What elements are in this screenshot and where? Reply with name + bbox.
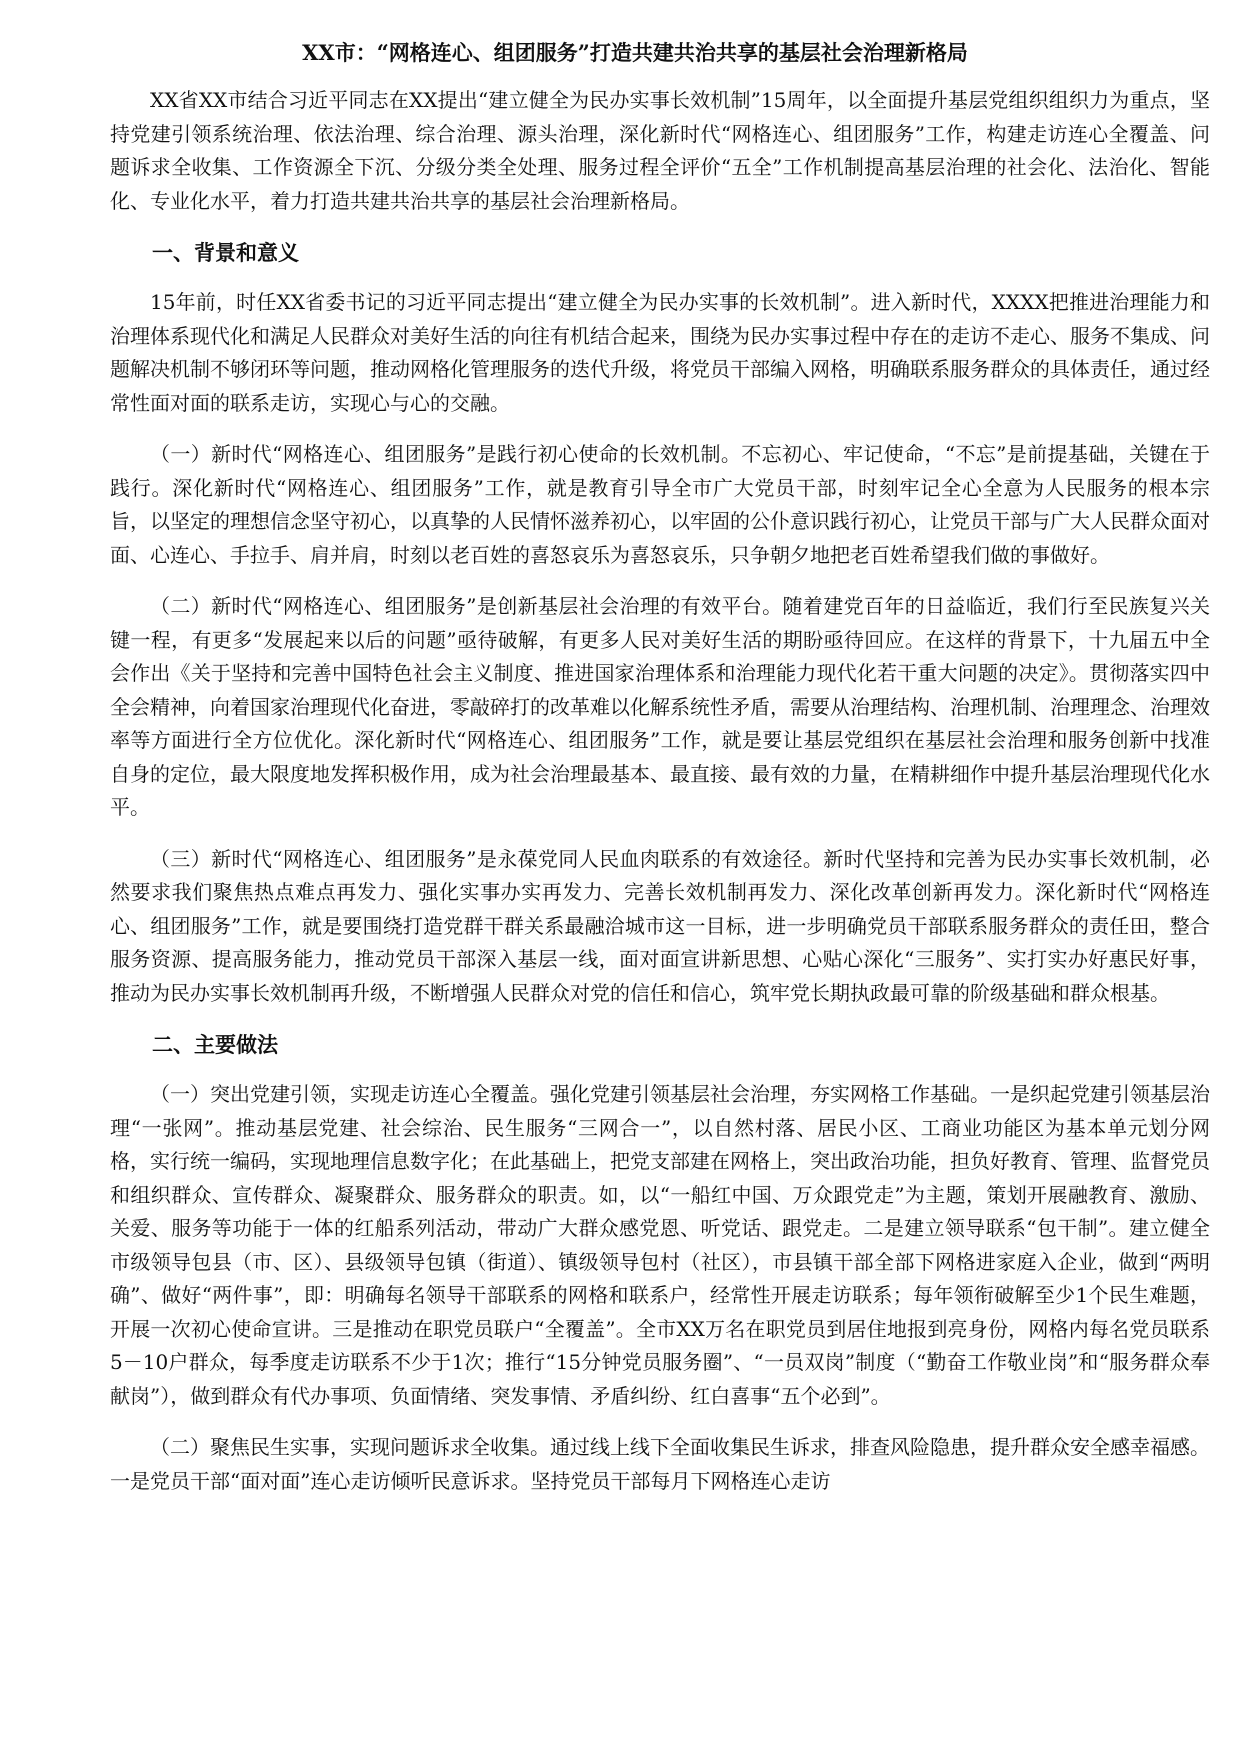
section-heading-background: 一、背景和意义 (152, 240, 299, 265)
intro-paragraph: XX省XX市结合习近平同志在XX提出“建立健全为民办实事长效机制”15周年，以全面提升基层党组织组织力为重点，坚持党建引领系统治理、依法治理、综合治理、源头治理，深化新时代“网格连心、组团服务”工作，构建走访连心全覆盖、问题诉求全收集、工作资源全下沉、分级分类全处理、服务过程全评价“五全”工作机制提高基层治理的社会化、法治化、智能化、专业化水平，着力打造共建共治共享的基层社会治理新格局。 (110, 88, 1210, 213)
practice-point-2: （二）聚焦民生实事，实现问题诉求全收集。通过线上线下全面收集民生诉求，排查风险隐患，提升群众安全感幸福感。一是党员干部“面对面”连心走访倾听民意诉求。坚持党员干部每月下网格连心走访 (110, 1435, 1210, 1493)
practice-point-1: （一）突出党建引领，实现走访连心全覆盖。强化党建引领基层社会治理，夯实网格工作基础。一是织起党建引领基层治理“一张网”。推动基层党建、社会综治、民生服务“三网合一”，以自然村落、居民小区、工商业功能区为基本单元划分网格，实行统一编码，实现地理信息数字化；在此基础上，把党支部建在网格上，突出政治功能，担负好教育、管理、监督党员和组织群众、宣传群众、凝聚群众、服务群众的职责。如，以“一船红中国、万众跟党走”为主题，策划开展融教育、激励、关爱、服务等功能于一体的红船系列活动，带动广大群众感党恩、听党话、跟党走。二是建立领导联系“包干制”。建立健全市级领导包县（市、区）、县级领导包镇（街道）、镇级领导包村（社区），市县镇干部全部下网格进家庭入企业，做到“两明确”、做好“两件事”，即：明确每名领导干部联系的网格和联系户，经常性开展走访联系；每年领衔破解至少1个民生难题，开展一次初心使命宣讲。三是推动在职党员联户“全覆盖”。全市XX万名在职党员到居住地报到亮身份，网格内每名党员联系5－10户群众，每季度走访联系不少于1次；推行“15分钟党员服务圈”、“一员双岗”制度（“勤奋工作敬业岗”和“服务群众奉献岗”），做到群众有代办事项、负面情绪、突发事情、矛盾纠纷、红白喜事“五个必到”。 (110, 1082, 1210, 1408)
section-heading-practices: 二、主要做法 (152, 1032, 278, 1057)
document-title: XX市：“网格连心、组团服务”打造共建共治共享的基层社会治理新格局 (302, 40, 968, 65)
background-point-1: （一）新时代“网格连心、组团服务”是践行初心使命的长效机制。不忘初心、牢记使命，“不忘”是前提基础，关键在于践行。深化新时代“网格连心、组团服务”工作，就是教育引导全市广大党员干部，时刻牢记全心全意为人民服务的根本宗旨，以坚定的理想信念坚守初心，以真挚的人民情怀滋养初心，以牢固的公仆意识践行初心，让党员干部与广大人民群众面对面、心连心、手拉手、肩并肩，时刻以老百姓的喜怒哀乐为喜怒哀乐，只争朝夕地把老百姓希望我们做的事做好。 (110, 442, 1210, 567)
background-point-2: （二）新时代“网格连心、组团服务”是创新基层社会治理的有效平台。随着建党百年的日益临近，我们行至民族复兴关键一程，有更多“发展起来以后的问题”亟待破解，有更多人民对美好生活的期盼亟待回应。在这样的背景下，十九届五中全会作出《关于坚持和完善中国特色社会主义制度、推进国家治理体系和治理能力现代化若干重大问题的决定》。贯彻落实四中全会精神，向着国家治理现代化奋进，零敲碎打的改革难以化解系统性矛盾，需要从治理结构、治理机制、治理理念、治理效率等方面进行全方位优化。深化新时代“网格连心、组团服务”工作，就是要让基层党组织在基层社会治理和服务创新中找准自身的定位，最大限度地发挥积极作用，成为社会治理最基本、最直接、最有效的力量，在精耕细作中提升基层治理现代化水平。 (110, 594, 1210, 819)
document-page (110, 36, 1210, 1516)
background-point-3: （三）新时代“网格连心、组团服务”是永葆党同人民血肉联系的有效途径。新时代坚持和完善为民办实事长效机制，必然要求我们聚焦热点难点再发力、强化实事办实再发力、完善长效机制再发力、深化改革创新再发力。深化新时代“网格连心、组团服务”工作，就是要围绕打造党群干群关系最融洽城市这一目标，进一步明确党员干部联系服务群众的责任田，整合服务资源、提高服务能力，推动党员干部深入基层一线，面对面宣讲新思想、心贴心深化“三服务”、实打实办好惠民好事，推动为民办实事长效机制再升级，不断增强人民群众对党的信任和信心，筑牢党长期执政最可靠的阶级基础和群众根基。 (110, 846, 1210, 1005)
background-paragraph: 15年前，时任XX省委书记的习近平同志提出“建立健全为民办实事的长效机制”。进入新时代，XXXX把推进治理能力和治理体系现代化和满足人民群众对美好生活的向往有机结合起来，围绕为民办实事过程中存在的走访不走心、服务不集成、问题解决机制不够闭环等问题，推动网格化管理服务的迭代升级，将党员干部编入网格，明确联系服务群众的具体责任，通过经常性面对面的联系走访，实现心与心的交融。 (110, 290, 1210, 415)
